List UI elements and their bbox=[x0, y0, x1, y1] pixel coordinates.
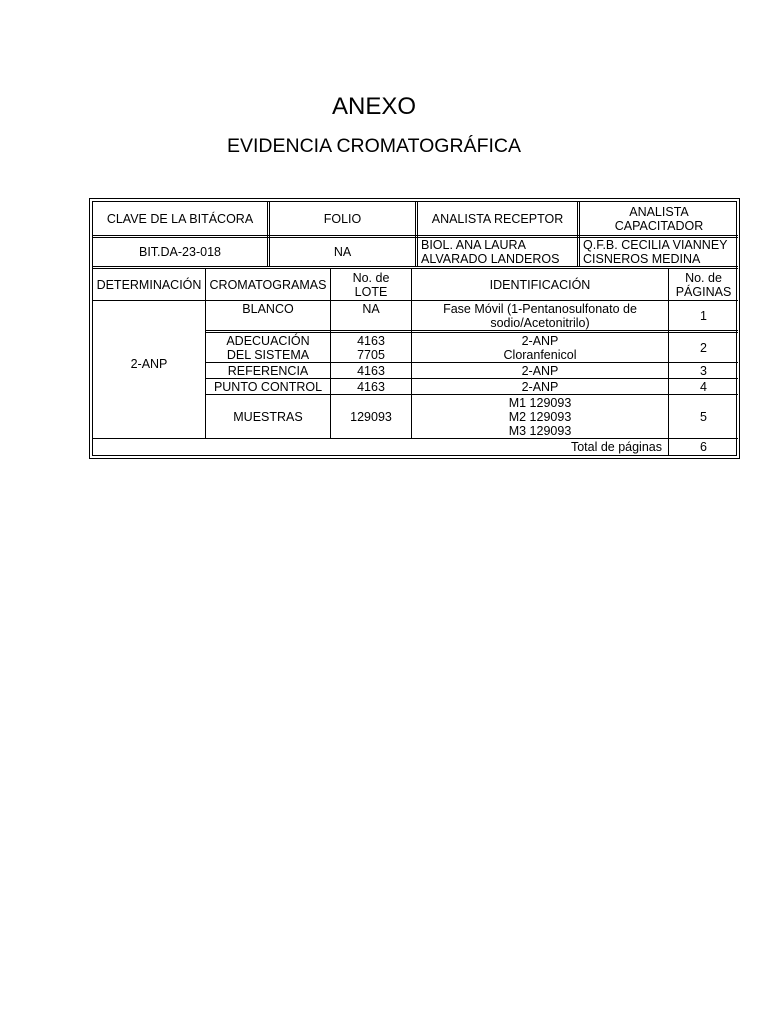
row-lote-line: 7705 bbox=[357, 347, 385, 362]
vrule bbox=[415, 202, 416, 266]
info-receptor-line: ALVARADO LANDEROS bbox=[421, 252, 560, 266]
header-analista-capacitador-line: ANALISTA bbox=[629, 204, 689, 219]
col-paginas bbox=[669, 269, 738, 300]
row-identificacion-line: sodio/Acetonitrilo) bbox=[490, 315, 590, 330]
evidence-table bbox=[89, 198, 740, 459]
col-lote-line: No. de bbox=[352, 270, 390, 285]
col-lote-line: LOTE bbox=[354, 284, 388, 299]
document-subtitle: EVIDENCIA CROMATOGRÁFICA bbox=[227, 135, 521, 157]
row-paginas: 3 bbox=[700, 363, 707, 378]
info-clave: BIT.DA-23-018 bbox=[139, 245, 221, 259]
row-cromatograma: REFERENCIA bbox=[227, 363, 309, 378]
header-folio: FOLIO bbox=[323, 211, 362, 226]
rule-row1-bottom bbox=[205, 330, 738, 331]
row-identificacion-line: M3 129093 bbox=[508, 423, 572, 438]
row-cromatograma-line: DEL SISTEMA bbox=[226, 347, 310, 362]
info-analista-receptor bbox=[418, 238, 577, 266]
row-lote: NA bbox=[362, 302, 380, 316]
col-paginas-line: PÁGINAS bbox=[675, 284, 732, 299]
determinacion-value: 2-ANP bbox=[130, 357, 168, 371]
info-receptor-line: BIOL. ANA LAURA bbox=[421, 238, 526, 252]
row-identificacion: 2-ANP bbox=[521, 379, 559, 394]
header-clave: CLAVE DE LA BITÁCORA bbox=[106, 211, 254, 226]
total-label: Total de páginas bbox=[570, 440, 662, 454]
header-analista-capacitador-line: CAPACITADOR bbox=[614, 218, 704, 233]
row-paginas: 4 bbox=[700, 379, 707, 394]
row-identificacion-line: Cloranfenicol bbox=[503, 347, 577, 362]
col-paginas-line: No. de bbox=[685, 270, 722, 285]
row-identificacion bbox=[412, 301, 668, 330]
info-analista-capacitador bbox=[580, 238, 738, 266]
row-lote: 129093 bbox=[350, 409, 392, 424]
row-identificacion-line: Fase Móvil (1-Pentanosulfonato de bbox=[443, 301, 637, 316]
document-title: ANEXO bbox=[331, 93, 417, 120]
rule-info-bottom bbox=[93, 266, 738, 267]
row-cromatograma: PUNTO CONTROL bbox=[213, 379, 323, 394]
row-identificacion bbox=[412, 395, 668, 438]
row-identificacion bbox=[412, 333, 668, 362]
evidence-table-inner bbox=[92, 201, 737, 456]
col-determinacion: DETERMINACIÓN bbox=[96, 277, 202, 292]
row-paginas: 2 bbox=[700, 340, 707, 355]
row-identificacion-line: 2-ANP bbox=[521, 333, 559, 348]
row-lote-line: 4163 bbox=[357, 333, 385, 348]
col-lote bbox=[331, 269, 411, 300]
row-cromatograma: MUESTRAS bbox=[233, 409, 303, 424]
row-paginas: 1 bbox=[700, 308, 707, 323]
header-analista-capacitador bbox=[580, 202, 738, 235]
row-paginas: 5 bbox=[700, 409, 707, 424]
total-value: 6 bbox=[700, 440, 707, 454]
row-lote bbox=[331, 333, 411, 362]
row-lote: 4163 bbox=[357, 363, 385, 378]
row-cromatograma bbox=[206, 333, 330, 362]
row-cromatograma: BLANCO bbox=[242, 302, 294, 316]
row-identificacion: 2-ANP bbox=[521, 363, 559, 378]
col-cromatogramas: CROMATOGRAMAS bbox=[209, 277, 327, 292]
row-identificacion-line: M2 129093 bbox=[508, 409, 572, 424]
info-capacitador-line: CISNEROS MEDINA bbox=[583, 252, 701, 266]
vrule bbox=[267, 202, 268, 266]
vrule bbox=[577, 202, 578, 266]
row-identificacion-line: M1 129093 bbox=[508, 395, 572, 410]
row-cromatograma-line: ADECUACIÓN bbox=[226, 333, 310, 348]
header-analista-receptor: ANALISTA RECEPTOR bbox=[431, 211, 564, 226]
col-identificacion: IDENTIFICACIÓN bbox=[489, 277, 591, 292]
info-folio: NA bbox=[333, 245, 352, 259]
info-capacitador-line: Q.F.B. CECILIA VIANNEY bbox=[583, 238, 728, 252]
row-lote: 4163 bbox=[357, 379, 385, 394]
